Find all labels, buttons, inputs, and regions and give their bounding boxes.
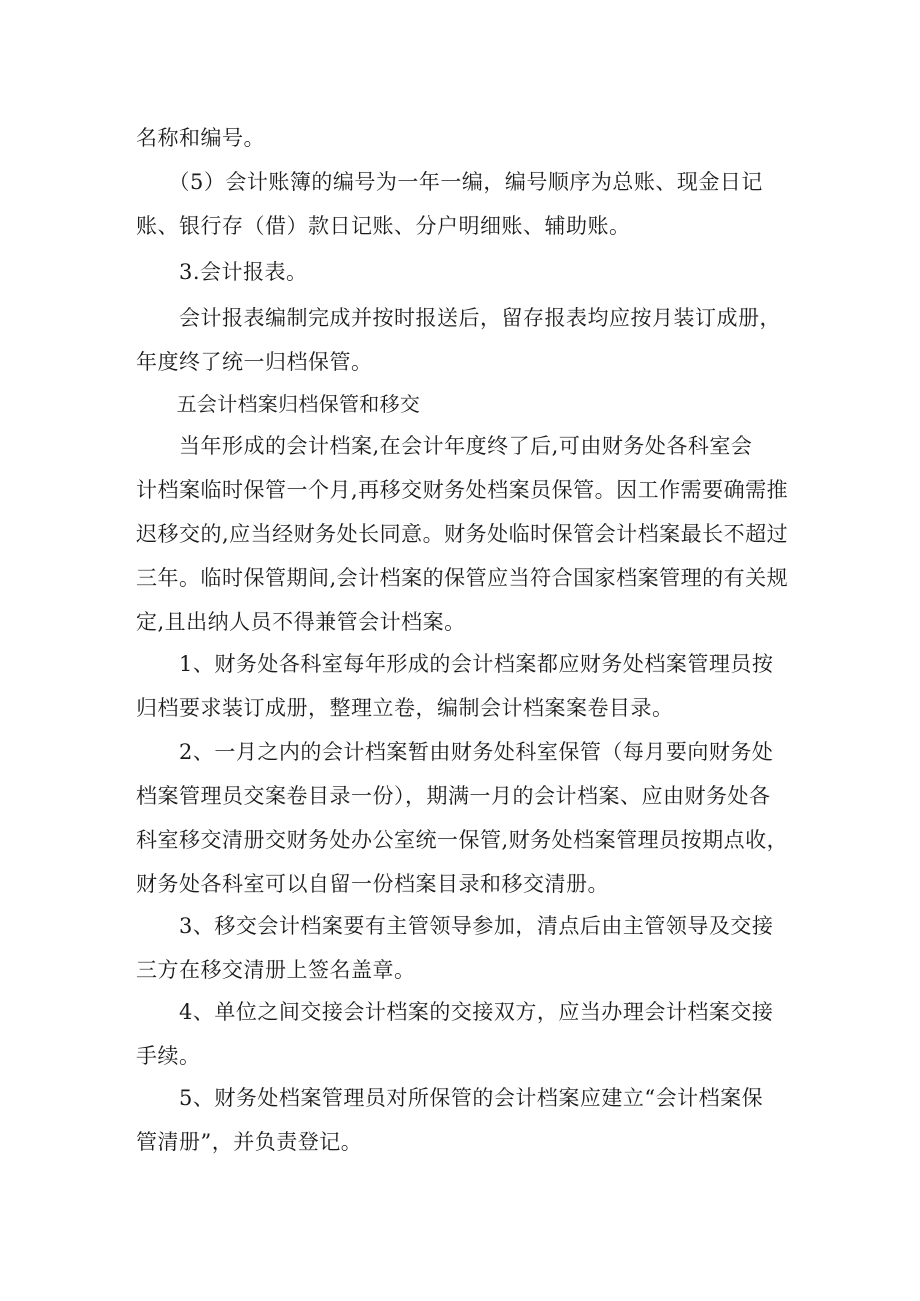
- paragraph-item-1: [136, 642, 796, 730]
- text-line: 财务处各科室可以自留一份档案目录和移交清册。: [136, 872, 609, 896]
- text-line: 三年。临时保管期间,会计档案的保管应当符合国家档案管理的有关规: [136, 566, 789, 590]
- text-line: 科室移交清册交财务处办公室统一保管,财务处档案管理员按期点收，: [136, 828, 789, 852]
- paragraph-item-4: [136, 990, 796, 1078]
- text-line: 5、财务处档案管理员对所保管的会计档案应建立“会计档案保: [136, 1086, 764, 1110]
- text-line: 五会计档案归档保管和移交: [136, 392, 421, 416]
- heading-accounting-reports: [136, 250, 796, 294]
- text-line: （5）会计账簿的编号为一年一编，编号顺序为总账、现金日记: [136, 170, 763, 194]
- paragraph-item-5: [136, 1076, 796, 1164]
- text-line: 归档要求装订成册，整理立卷，编制会计档案案卷目录。: [136, 696, 674, 720]
- text-line: 名称和编号。: [136, 126, 265, 150]
- text-line: 1、财务处各科室每年形成的会计档案都应财务处档案管理员按: [136, 652, 774, 676]
- paragraph-reports: [136, 296, 796, 384]
- text-line: 2、一月之内的会计档案暂由财务处科室保管（每月要向财务处: [136, 740, 774, 764]
- text-line: 定,且出纳人员不得兼管会计档案。: [136, 610, 466, 634]
- text-line: 3、移交会计档案要有主管领导参加，清点后由主管领导及交接: [136, 914, 774, 938]
- paragraph-item-3: [136, 904, 796, 992]
- paragraph-continuation: [136, 116, 796, 160]
- text-line: 3.会计报表。: [136, 260, 308, 284]
- text-line: 年度终了统一归档保管。: [136, 350, 373, 374]
- text-line: 计档案临时保管一个月,再移交财务处档案员保管。因工作需要确需推: [136, 478, 789, 502]
- paragraph-ledger-numbering: [136, 160, 796, 248]
- paragraph-item-2: [136, 730, 796, 906]
- text-line: 当年形成的会计档案,在会计年度终了后,可由财务处各科室会: [136, 434, 753, 458]
- text-line: 手续。: [136, 1044, 201, 1068]
- text-line: 管清册”，并负责登记。: [136, 1130, 363, 1154]
- text-line: 三方在移交清册上签名盖章。: [136, 958, 416, 982]
- text-line: 会计报表编制完成并按时报送后，留存报表均应按月装订成册，: [136, 306, 781, 330]
- text-line: 4、单位之间交接会计档案的交接双方，应当办理会计档案交接: [136, 1000, 774, 1024]
- paragraph-archive-period: [136, 424, 796, 644]
- text-line: 档案管理员交案卷目录一份），期满一月的会计档案、应由财务处各: [136, 784, 771, 808]
- section-heading-archiving: [136, 382, 796, 426]
- text-line: 迟移交的,应当经财务处长同意。财务处临时保管会计档案最长不超过: [136, 522, 789, 546]
- text-line: 账、银行存（借）款日记账、分户明细账、辅助账。: [136, 214, 631, 238]
